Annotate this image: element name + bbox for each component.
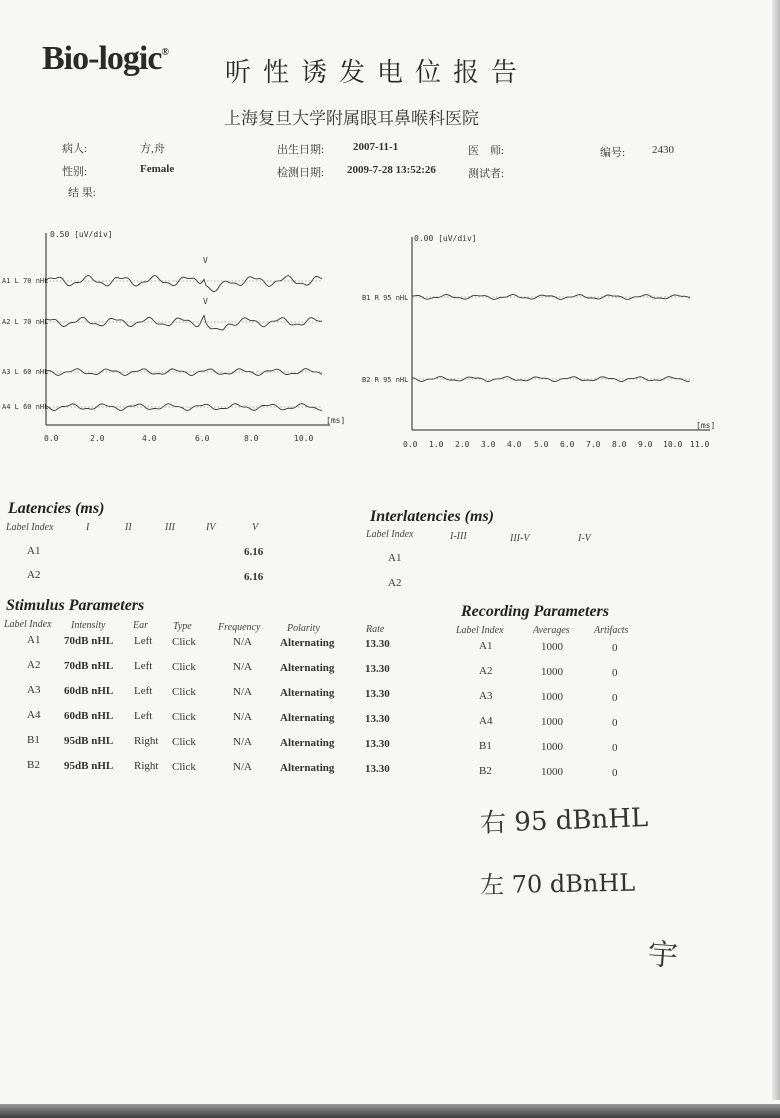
left-tick-2: 2.0 [90, 434, 105, 443]
left-scale-label: 0.50 [uV/div] [50, 230, 113, 239]
id-value: 2430 [652, 144, 674, 156]
brand-logo: Bio-logic® [42, 40, 168, 77]
right-waveform-chart [360, 225, 720, 460]
recording-cell-artifacts: 0 [612, 767, 618, 779]
stimulus-header-label: Label Index [4, 619, 52, 630]
stimulus-cell-intensity: 60dB nHL [64, 684, 114, 697]
recording-cell-averages: 1000 [541, 741, 563, 753]
recording-cell-artifacts: 0 [612, 742, 618, 754]
stimulus-cell-polarity: Alternating [280, 637, 335, 649]
stimulus-header-rate: Rate [366, 624, 385, 635]
recording-cell-label: B1 [479, 740, 492, 752]
latency-row-a1-v: 6.16 [244, 546, 264, 558]
stimulus-cell-rate: 13.30 [365, 712, 390, 725]
stimulus-cell-ear: Left [134, 635, 153, 648]
left-tick-10: 10.0 [294, 434, 314, 443]
patient-name-label: 病人: [62, 143, 88, 155]
stimulus-cell-polarity: Alternating [280, 712, 335, 724]
stimulus-cell-intensity: 95dB nHL [64, 734, 114, 747]
recording-title: Recording Parameters [461, 603, 609, 620]
stimulus-cell-type: Click [172, 710, 196, 723]
sex-label: 性别: [62, 166, 88, 178]
right-scale-label: 0.00 [uV/div] [414, 234, 477, 243]
trace-a1 [46, 275, 322, 291]
recording-cell-label: A2 [479, 665, 493, 677]
stimulus-cell-intensity: 70dB nHL [64, 659, 114, 672]
stimulus-cell-frequency: N/A [233, 661, 252, 674]
recording-cell-label: A4 [479, 715, 493, 727]
latencies-title: Latencies (ms) [8, 500, 105, 517]
latencies-header-ii: II [125, 522, 132, 533]
right-tick-4: 4.0 [507, 440, 522, 449]
left-tick-4: 4.0 [142, 434, 157, 443]
test-date-value: 2009-7-28 13:52:26 [347, 164, 436, 176]
stimulus-cell-rate: 13.30 [365, 762, 390, 775]
stimulus-header-frequency: Frequency [218, 622, 261, 633]
stimulus-cell-frequency: N/A [233, 686, 252, 699]
left-x-unit: [ms] [326, 416, 346, 425]
result-label: 结 果: [68, 187, 96, 199]
tester-label: 测试者: [468, 168, 505, 180]
stimulus-cell-label: A2 [27, 659, 41, 671]
right-tick-7: 7.0 [586, 440, 601, 449]
stimulus-cell-polarity: Alternating [280, 762, 335, 774]
left-tick-8: 8.0 [244, 434, 259, 443]
trace-label-a3: A3 L 60 nHL [2, 368, 49, 376]
recording-cell-averages: 1000 [541, 716, 563, 728]
stimulus-cell-label: B2 [27, 759, 40, 771]
interlatency-row-a1-label: A1 [388, 552, 402, 564]
latencies-header-v: V [252, 522, 259, 533]
stimulus-cell-ear: Left [134, 710, 153, 723]
recording-cell-averages: 1000 [541, 691, 563, 703]
interlatency-row-a2-label: A2 [388, 577, 402, 589]
recording-header-artifacts: Artifacts [594, 625, 629, 636]
stimulus-title: Stimulus Parameters [6, 597, 145, 614]
right-tick-8: 8.0 [612, 440, 627, 449]
test-date-label: 检测日期: [277, 167, 325, 179]
recording-cell-artifacts: 0 [612, 717, 618, 729]
right-tick-10: 10.0 [663, 440, 683, 449]
latencies-header-iv: IV [206, 522, 216, 533]
interlatencies-header-i-v: I-V [578, 533, 591, 544]
stimulus-cell-frequency: N/A [233, 711, 252, 724]
stimulus-cell-type: Click [172, 635, 196, 648]
patient-name-value: 方,舟 [140, 143, 165, 155]
trace-label-b2: B2 R 95 nHL [362, 376, 409, 384]
stimulus-cell-label: A1 [27, 634, 41, 646]
recording-cell-averages: 1000 [541, 666, 563, 678]
interlatencies-header-label: Label Index [366, 529, 414, 540]
scan-edge-right [772, 0, 780, 1100]
handwritten-note-right: 右 95 dBnHL [479, 803, 649, 839]
stimulus-cell-ear: Right [134, 735, 159, 748]
stimulus-cell-intensity: 70dB nHL [64, 634, 114, 647]
latency-row-a2-v: 6.16 [244, 571, 264, 583]
hospital-name: 上海复旦大学附属眼耳鼻喉科医院 [224, 109, 479, 128]
right-x-unit: [ms] [696, 421, 716, 430]
sex-value: Female [140, 163, 175, 175]
recording-cell-artifacts: 0 [612, 667, 618, 679]
stimulus-cell-intensity: 60dB nHL [64, 709, 114, 722]
stimulus-header-ear: Ear [133, 620, 148, 631]
scan-edge-bottom [0, 1104, 780, 1118]
trace-label-a1: A1 L 70 nHL [2, 277, 49, 285]
recording-cell-averages: 1000 [541, 641, 563, 653]
handwritten-note-left: 左 70 dBnHL [479, 868, 636, 900]
stimulus-cell-type: Click [172, 760, 196, 773]
stimulus-cell-rate: 13.30 [365, 737, 390, 750]
left-tick-0: 0.0 [44, 434, 59, 443]
report-title: 听性诱发电位报告 [225, 58, 530, 87]
stimulus-cell-type: Click [172, 660, 196, 673]
interlatencies-header-iii-v: III-V [510, 533, 530, 544]
stimulus-cell-label: B1 [27, 734, 40, 746]
latencies-header-iii: III [165, 522, 175, 533]
trace-b2 [412, 377, 690, 382]
peak-marker-a2: V [203, 297, 208, 306]
stimulus-cell-polarity: Alternating [280, 737, 335, 749]
interlatencies-header-i-iii: I-III [450, 531, 467, 542]
stimulus-header-intensity: Intensity [71, 620, 106, 631]
peak-marker-a1: V [203, 256, 208, 265]
trace-label-b1: B1 R 95 nHL [362, 294, 409, 302]
trace-label-a2: A2 L 70 nHL [2, 318, 49, 326]
latency-row-a2-label: A2 [27, 569, 41, 581]
recording-header-label: Label Index [456, 625, 504, 636]
dob-value: 2007-11-1 [353, 141, 399, 153]
left-waveform-chart [0, 225, 360, 450]
latency-row-a1-label: A1 [27, 545, 41, 557]
trace-b1 [412, 295, 690, 300]
stimulus-cell-polarity: Alternating [280, 662, 335, 674]
handwritten-signature: 宇 [646, 936, 679, 974]
recording-header-averages: Averages [533, 625, 570, 636]
id-label: 编号: [600, 147, 626, 159]
recording-cell-artifacts: 0 [612, 642, 618, 654]
recording-cell-label: A3 [479, 690, 493, 702]
dob-label: 出生日期: [277, 144, 325, 156]
stimulus-cell-frequency: N/A [233, 636, 252, 649]
stimulus-cell-type: Click [172, 735, 196, 748]
stimulus-cell-label: A3 [27, 684, 41, 696]
right-tick-3: 3.0 [481, 440, 496, 449]
stimulus-cell-ear: Left [134, 660, 153, 673]
right-tick-9: 9.0 [638, 440, 653, 449]
stimulus-cell-rate: 13.30 [365, 637, 390, 650]
stimulus-cell-ear: Right [134, 760, 159, 773]
trace-a2 [46, 316, 322, 331]
right-tick-2: 2.0 [455, 440, 470, 449]
trace-label-a4: A4 L 60 nHL [2, 403, 49, 411]
recording-cell-label: B2 [479, 765, 492, 777]
interlatencies-title: Interlatencies (ms) [370, 508, 494, 525]
stimulus-cell-rate: 13.30 [365, 687, 390, 700]
right-tick-6: 6.0 [560, 440, 575, 449]
stimulus-cell-ear: Left [134, 685, 153, 698]
stimulus-cell-intensity: 95dB nHL [64, 759, 114, 772]
stimulus-cell-polarity: Alternating [280, 687, 335, 699]
stimulus-cell-frequency: N/A [233, 736, 252, 749]
stimulus-header-polarity: Polarity [287, 623, 320, 634]
right-tick-5: 5.0 [534, 440, 549, 449]
left-tick-6: 6.0 [195, 434, 210, 443]
doctor-label: 医 师: [468, 145, 505, 157]
recording-cell-averages: 1000 [541, 766, 563, 778]
latencies-header-i: I [86, 522, 90, 533]
right-tick-1: 1.0 [429, 440, 444, 449]
stimulus-cell-label: A4 [27, 709, 41, 721]
stimulus-cell-type: Click [172, 685, 196, 698]
stimulus-cell-rate: 13.30 [365, 662, 390, 675]
right-tick-11: 11.0 [690, 440, 710, 449]
stimulus-header-type: Type [173, 621, 192, 632]
right-tick-0: 0.0 [403, 440, 418, 449]
recording-cell-artifacts: 0 [612, 692, 618, 704]
recording-cell-label: A1 [479, 640, 493, 652]
stimulus-cell-frequency: N/A [233, 761, 252, 774]
latencies-header-label: Label Index [6, 522, 54, 533]
